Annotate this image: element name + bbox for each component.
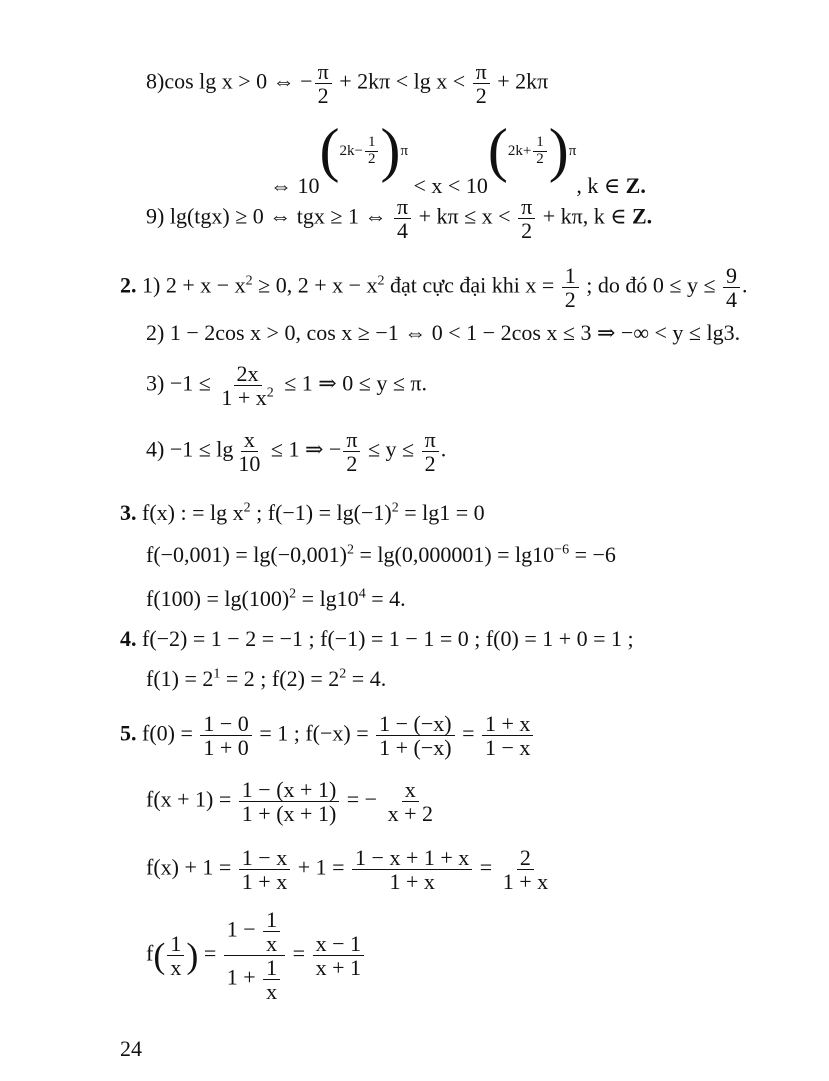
problem-2-part-1: 2. 1) $2 + x - x^2 \ge 0$, $2 + x - x^2$ đạt cực đại khi x = $\frac{1}{2}$ ; do đó 0 ≤ y ≤ $\frac{9}{4}$ . xyxy=(120,263,748,313)
problem-2-part-2: 2) 1 − 2cos x > 0, cos x ≥ −1 ⇔ 0 < 1 − 2cos x ≤ 3 ⇒ −∞ < y ≤ lg3. xyxy=(146,320,741,345)
problem-5-line-1: 5. f(0) = $\frac{1 - 0}{1 + 0}$ = 1 ; f(−x) = $\frac{1 - (-x)}{1 + (-x)}$ = $\frac{1 + x}{1 - x}$ xyxy=(120,712,535,759)
problem-5-line-4: f( $\frac{1}{x}$ ) = 1 − $\frac{1}{x}$ 1 + $\frac{1}{x}$ = $\frac{x - 1}{x + 1}$ xyxy=(146,908,366,1003)
item-8-line-1: 8)cos lg x > 0 ⇔ − $\frac{\pi}{2}$ + 2kπ < lg x < $\frac{\pi}{2}$ + 2kπ xyxy=(146,59,549,109)
problem-2-part-3: 3) −1 ≤ $\frac{2x}{1 + x^2}$ ≤ 1 ⇒ 0 ≤ y ≤ π. xyxy=(146,361,427,411)
item-9: 9) lg(tgx) ≥ 0 ⇔ tgx ≥ 1 ⇔ $\frac{\pi}{4}$ + kπ ≤ x < $\frac{\pi}{2}$ + kπ, k ∈ Z. xyxy=(146,194,653,244)
problem-3-line-3: $f(100) = \lg(100)^2 = \lg 10^4 = 4$. xyxy=(146,586,406,611)
problem-4-line-2: $f(1) = 2^1 = 2$ ; $f(2) = 2^2 = 4$. xyxy=(146,666,387,691)
item-8-line-2: ⇔ 10(2k− $\frac{1}{2}$ )π < x < 10(2k+ $\frac{1}{2}$ )π, k ∈ Z. xyxy=(270,117,646,199)
problem-3-line-2: $f(-0,001) = \lg(-0,001)^2 = \lg(0,000001) = \lg 10^{-6} = -6$ xyxy=(146,542,616,567)
problem-2-part-4: 4) −1 ≤ lg $\frac{x}{10}$ ≤ 1 ⇒ − $\frac{\pi}{2}$ ≤ y ≤ $\frac{\pi}{2}$ . xyxy=(146,427,447,477)
problem-3-line-1: 3. f(x) : = $\lg x^2$ ; $f(-1) = \lg(-1)^2 = \lg 1 = 0$ xyxy=(120,500,485,525)
problem-5-line-2: f(x + 1) = $\frac{1 - (x + 1)}{1 + (x + 1)}$ = − $\frac{x}{x + 2}$ xyxy=(146,777,434,827)
problem-4-line-1: 4. f(−2) = 1 − 2 = −1 ; f(−1) = 1 − 1 = 0 ; f(0) = 1 + 0 = 1 ; xyxy=(120,626,634,651)
page-number: 24 xyxy=(120,1036,142,1061)
problem-5-line-3: f(x) + 1 = $\frac{1 - x}{1 + x}$ + 1 = $\frac{1 - x + 1 + x}{1 + x}$ = $\frac{2}{1 + x}$ xyxy=(146,845,549,895)
